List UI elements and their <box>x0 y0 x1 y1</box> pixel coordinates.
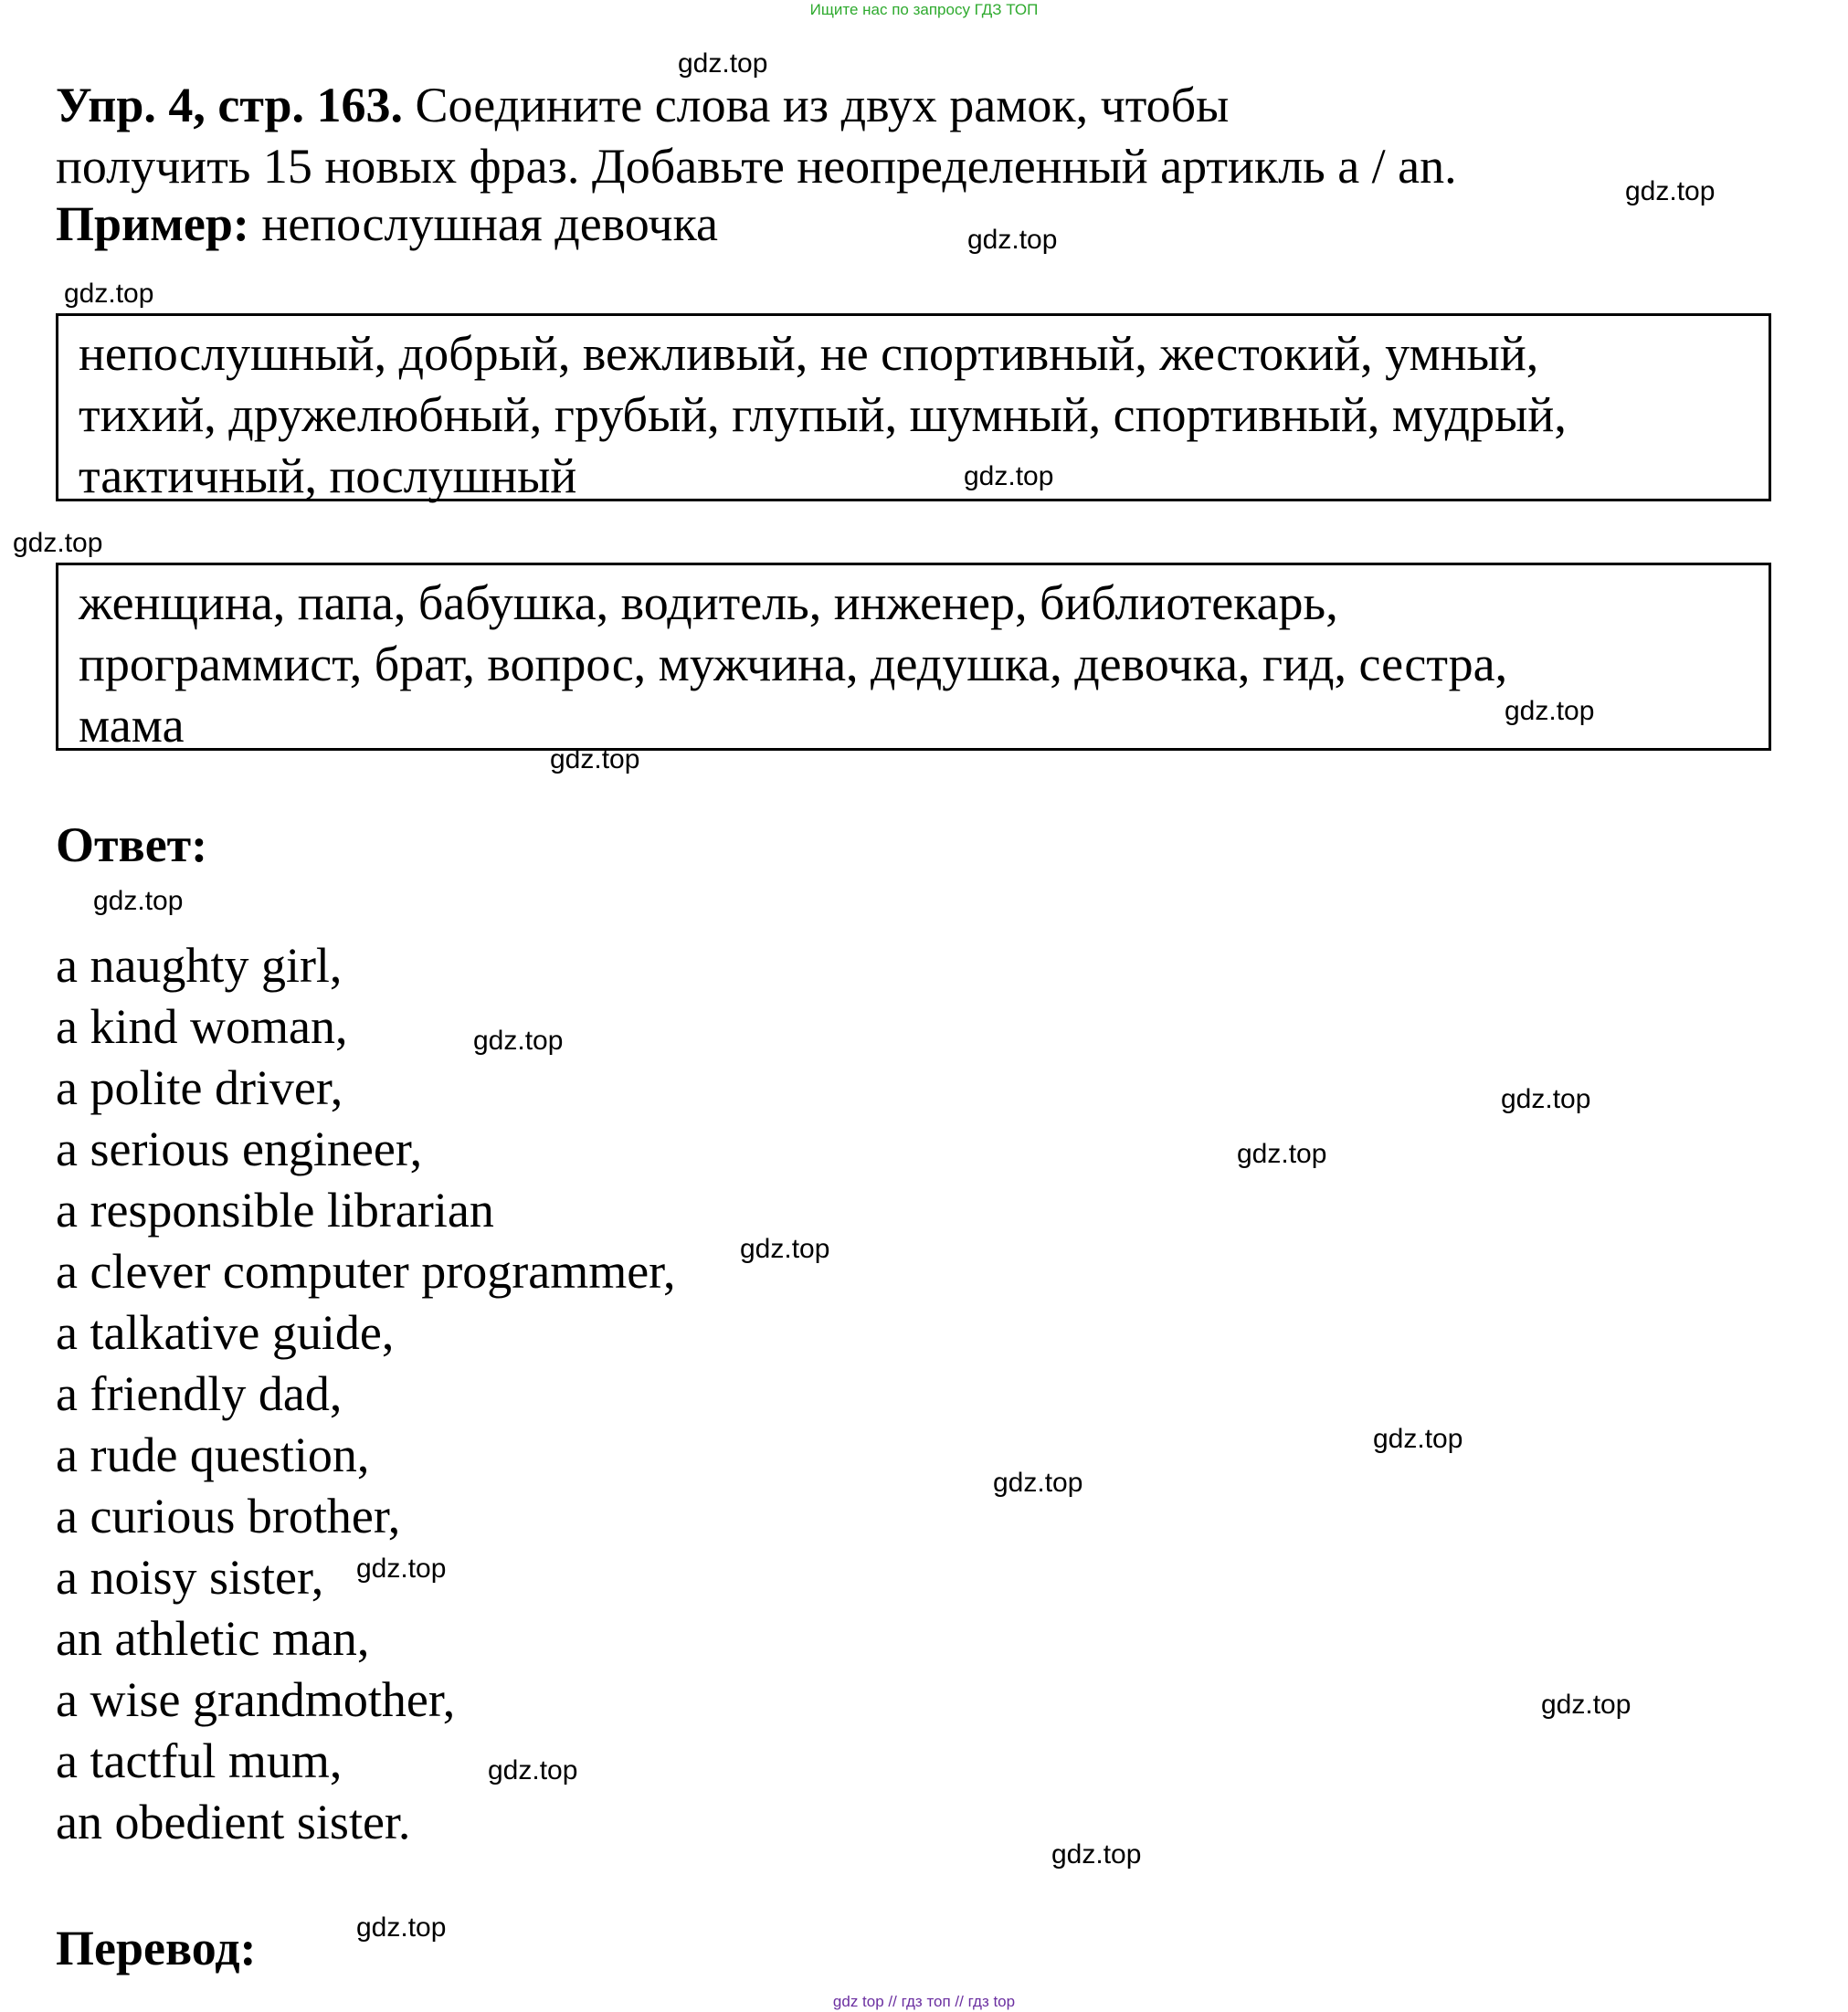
example <box>56 194 718 255</box>
adjectives-line: тихий, дружелюбный, грубый, глупый, шумный, спортивный, мудрый, <box>79 387 1567 442</box>
task-title: Упр. 4, стр. 163. <box>56 78 404 132</box>
answer-item: a clever computer programmer, <box>56 1244 676 1299</box>
watermark: gdz.top <box>964 461 1054 491</box>
translation-heading: Перевод: <box>56 1921 257 1975</box>
bottom-banner: gdz top // гдз топ // гдз top <box>832 1993 1016 2010</box>
watermark: gdz.top <box>993 1468 1083 1498</box>
watermark: gdz.top <box>356 1912 447 1943</box>
answer-item: a tactful mum, <box>56 1733 343 1788</box>
watermark: gdz.top <box>1505 696 1595 726</box>
watermark: gdz.top <box>488 1755 578 1786</box>
adjectives-box <box>56 313 1771 501</box>
answer-item: a noisy sister, <box>56 1550 324 1605</box>
watermark: gdz.top <box>64 279 154 309</box>
watermark: gdz.top <box>740 1234 830 1264</box>
watermark: gdz.top <box>1625 176 1716 206</box>
watermark: gdz.top <box>1237 1139 1327 1169</box>
answer-heading: Ответ: <box>56 817 208 872</box>
answer-list <box>56 935 676 1853</box>
answer-item: a talkative guide, <box>56 1305 395 1360</box>
answer-item: a naughty girl, <box>56 938 343 993</box>
answer-item: a responsible librarian <box>56 1183 494 1238</box>
adjectives-line: непослушный, добрый, вежливый, не спортивный, жестокий, умный, <box>79 326 1539 381</box>
answer-item: a polite driver, <box>56 1060 343 1115</box>
answer-item: a rude question, <box>56 1427 370 1482</box>
watermark: gdz.top <box>1373 1424 1463 1454</box>
example-text: непослушная девочка <box>261 196 718 251</box>
nouns-line: программист, брат, вопрос, мужчина, дедушка, девочка, гид, сестра, <box>79 637 1508 691</box>
adjectives-line: тактичный, послушный <box>79 448 577 503</box>
watermark: gdz.top <box>356 1554 447 1584</box>
watermark: gdz.top <box>967 225 1058 255</box>
answer-item: a kind woman, <box>56 999 348 1054</box>
watermark: gdz.top <box>550 744 640 774</box>
example-label: Пример: <box>56 196 249 251</box>
nouns-line: женщина, папа, бабушка, водитель, инженер, библиотекарь, <box>79 575 1338 630</box>
top-banner: Ищите нас по запросу ГДЗ ТОП <box>809 1 1039 18</box>
watermark: gdz.top <box>1541 1690 1632 1720</box>
watermark: gdz.top <box>93 886 184 916</box>
nouns-line: мама <box>79 698 185 753</box>
answer-item: a friendly dad, <box>56 1366 343 1421</box>
task-text-line-2: получить 15 новых фраз. Добавьте неопределенный артикль a / an. <box>56 139 1457 194</box>
watermark: gdz.top <box>678 48 768 79</box>
watermark: gdz.top <box>1501 1084 1591 1114</box>
task-statement <box>56 75 1609 197</box>
answer-item: a wise grandmother, <box>56 1672 456 1727</box>
task-text-line-1: Соедините слова из двух рамок, чтобы <box>415 78 1230 132</box>
watermark: gdz.top <box>473 1026 564 1056</box>
watermark: gdz.top <box>1051 1839 1142 1870</box>
answer-item: a serious engineer, <box>56 1122 423 1176</box>
answer-item: a curious brother, <box>56 1489 401 1543</box>
watermark: gdz.top <box>13 528 103 558</box>
answer-item: an athletic man, <box>56 1611 370 1666</box>
answer-item: an obedient sister. <box>56 1795 411 1849</box>
